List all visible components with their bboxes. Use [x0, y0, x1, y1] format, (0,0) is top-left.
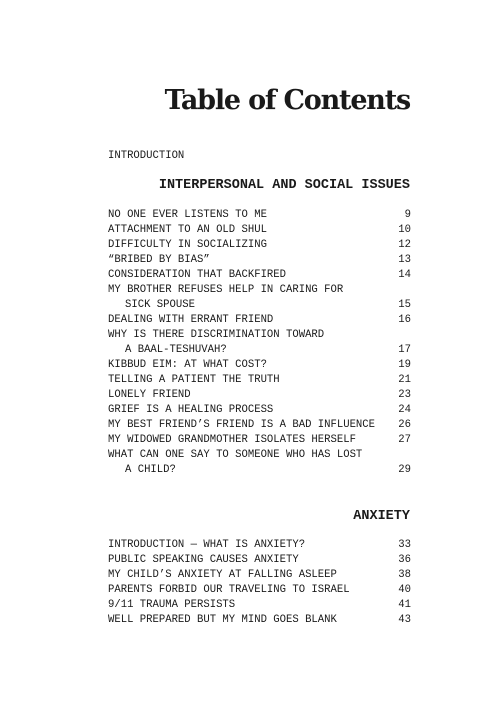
- toc-page-number: 12: [398, 239, 411, 251]
- toc-entry-title: NO ONE EVER LISTENS TO ME: [108, 209, 267, 221]
- toc-entry[interactable]: [108, 388, 411, 403]
- section-heading-interpersonal: INTERPERSONAL AND SOCIAL ISSUES: [158, 178, 410, 193]
- introduction-entry[interactable]: INTRODUCTION: [108, 150, 185, 162]
- toc-entry-continuation: [108, 343, 411, 358]
- toc-page-number: 24: [398, 404, 411, 416]
- toc-entry-title: KIBBUD EIM: AT WHAT COST?: [108, 359, 267, 371]
- toc-entry-line: [108, 583, 411, 598]
- toc-entry-line: [108, 403, 411, 418]
- toc-entry[interactable]: [108, 358, 411, 373]
- toc-entry-line: [108, 538, 411, 553]
- toc-entry-title: ATTACHMENT TO AN OLD SHUL: [108, 224, 267, 236]
- toc-page-number: 40: [398, 584, 411, 596]
- toc-entry-line: [108, 223, 411, 238]
- toc-entry-title: A CHILD?: [125, 464, 176, 476]
- toc-entry-title: DIFFICULTY IN SOCIALIZING: [108, 239, 267, 251]
- toc-entry-title: 9/11 TRAUMA PERSISTS: [108, 599, 236, 611]
- toc-entry-continuation: [108, 298, 411, 313]
- toc-page-number: 38: [398, 569, 411, 581]
- toc-entry[interactable]: [108, 598, 411, 613]
- toc-entry-line: [108, 433, 411, 448]
- toc-entry-line: [108, 283, 411, 298]
- section-heading-anxiety: ANXIETY: [353, 509, 410, 524]
- toc-page-number: 16: [398, 314, 411, 326]
- toc-entry-line: [108, 373, 411, 388]
- toc-entry-title: SICK SPOUSE: [125, 299, 195, 311]
- toc-entry-title: GRIEF IS A HEALING PROCESS: [108, 404, 274, 416]
- toc-entry-title: LONELY FRIEND: [108, 389, 191, 401]
- toc-entry[interactable]: [108, 538, 411, 553]
- toc-page-number: 29: [398, 464, 411, 476]
- toc-entry[interactable]: [108, 448, 411, 478]
- toc-entry-title: PUBLIC SPEAKING CAUSES ANXIETY: [108, 554, 299, 566]
- toc-page-number: 33: [398, 539, 411, 551]
- toc-entry-title: WELL PREPARED BUT MY MIND GOES BLANK: [108, 614, 337, 626]
- toc-entry-title: DEALING WITH ERRANT FRIEND: [108, 314, 274, 326]
- toc-entry[interactable]: [108, 313, 411, 328]
- toc-entry[interactable]: [108, 328, 411, 358]
- toc-page-number: 13: [398, 254, 411, 266]
- toc-entry-line: [108, 328, 411, 343]
- toc-entry-title: PARENTS FORBID OUR TRAVELING TO ISRAEL: [108, 584, 350, 596]
- toc-entry[interactable]: [108, 403, 411, 418]
- toc-entry[interactable]: [108, 223, 411, 238]
- toc-entry-line: [108, 208, 411, 223]
- toc-entry-line: [108, 598, 411, 613]
- toc-entry-title: MY WIDOWED GRANDMOTHER ISOLATES HERSELF: [108, 434, 356, 446]
- toc-entry-title: A BAAL-TESHUVAH?: [125, 344, 227, 356]
- toc-page-number: 27: [398, 434, 411, 446]
- toc-entry-line: [108, 568, 411, 583]
- toc-entry[interactable]: [108, 268, 411, 283]
- toc-list-interpersonal: [108, 208, 411, 478]
- toc-entry[interactable]: [108, 553, 411, 568]
- toc-entry[interactable]: [108, 613, 411, 628]
- toc-entry-line: [108, 418, 411, 433]
- toc-entry-title: CONSIDERATION THAT BACKFIRED: [108, 269, 287, 281]
- toc-entry[interactable]: [108, 238, 411, 253]
- toc-entry-line: [108, 613, 411, 628]
- toc-entry-title: MY BROTHER REFUSES HELP IN CARING FOR: [108, 284, 344, 296]
- toc-page-number: 23: [398, 389, 411, 401]
- toc-entry-line: [108, 388, 411, 403]
- toc-entry-line: [108, 253, 411, 268]
- toc-page-number: 14: [398, 269, 411, 281]
- toc-entry[interactable]: [108, 283, 411, 313]
- toc-entry[interactable]: [108, 568, 411, 583]
- toc-entry-title: WHY IS THERE DISCRIMINATION TOWARD: [108, 329, 325, 341]
- toc-entry-continuation: [108, 463, 411, 478]
- toc-entry-line: [108, 553, 411, 568]
- toc-page-number: 17: [398, 344, 411, 356]
- toc-entry[interactable]: [108, 433, 411, 448]
- toc-page-number: 36: [398, 554, 411, 566]
- toc-page-number: 26: [398, 419, 411, 431]
- toc-list-anxiety: [108, 538, 411, 628]
- toc-page-number: 21: [398, 374, 411, 386]
- toc-page-number: 10: [398, 224, 411, 236]
- toc-entry-line: [108, 238, 411, 253]
- toc-entry[interactable]: [108, 418, 411, 433]
- toc-entry[interactable]: [108, 253, 411, 268]
- toc-entry-title: MY CHILD’S ANXIETY AT FALLING ASLEEP: [108, 569, 337, 581]
- toc-entry[interactable]: [108, 373, 411, 388]
- toc-entry-line: [108, 268, 411, 283]
- toc-entry[interactable]: [108, 208, 411, 223]
- page-title: Table of Contents: [164, 85, 410, 116]
- toc-entry-title: “BRIBED BY BIAS”: [108, 254, 210, 266]
- toc-entry-line: [108, 358, 411, 373]
- toc-page-number: 41: [398, 599, 411, 611]
- toc-page-number: 9: [404, 209, 411, 221]
- toc-entry-title: WHAT CAN ONE SAY TO SOMEONE WHO HAS LOST: [108, 449, 363, 461]
- toc-entry-title: INTRODUCTION — WHAT IS ANXIETY?: [108, 539, 306, 551]
- toc-entry[interactable]: [108, 583, 411, 598]
- toc-page-number: 15: [398, 299, 411, 311]
- toc-entry-title: MY BEST FRIEND’S FRIEND IS A BAD INFLUENCE: [108, 419, 376, 431]
- toc-entry-line: [108, 448, 411, 463]
- toc-page-number: 19: [398, 359, 411, 371]
- toc-entry-title: TELLING A PATIENT THE TRUTH: [108, 374, 280, 386]
- toc-page-number: 43: [398, 614, 411, 626]
- toc-entry-line: [108, 313, 411, 328]
